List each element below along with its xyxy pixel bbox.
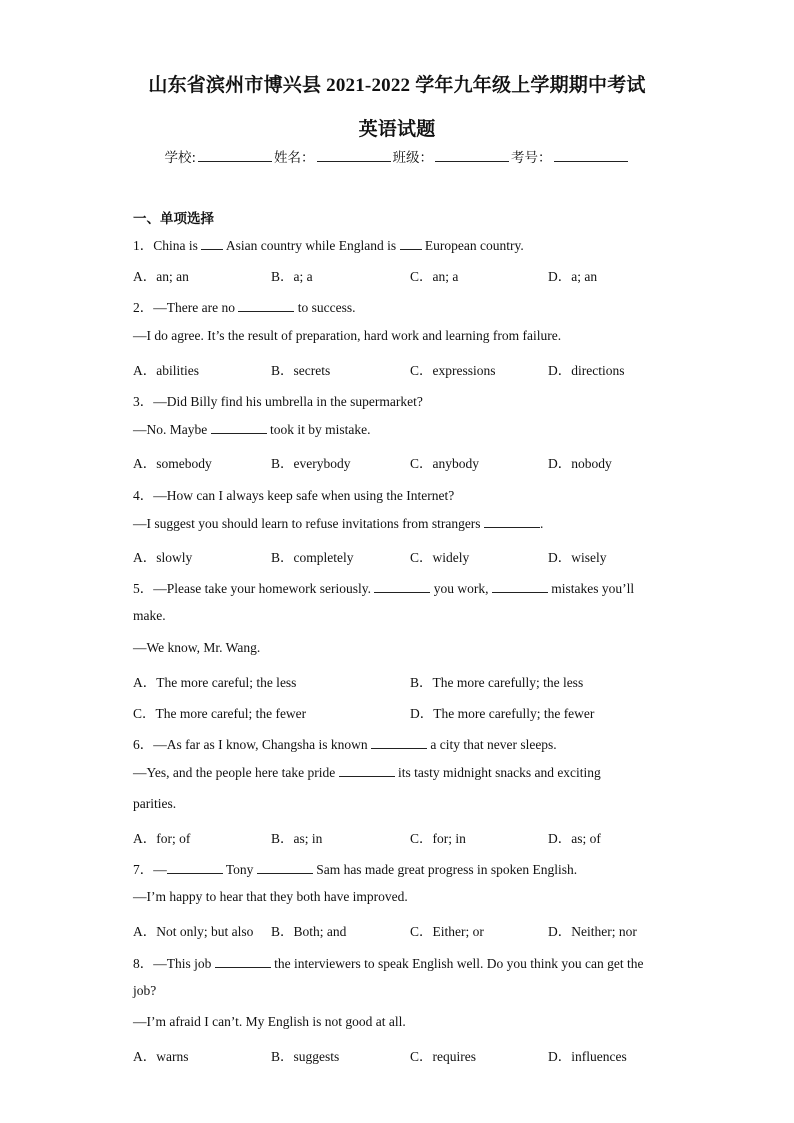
- question-text: —I suggest you should learn to refuse invitations from strangers: [133, 516, 484, 531]
- exam-number-blank: [554, 148, 628, 162]
- question-text: 7．—: [133, 862, 167, 877]
- question-1: [133, 234, 524, 254]
- option-d: D．The more carefully; the fewer: [410, 706, 595, 721]
- question-text: 2．—There are no: [133, 300, 239, 315]
- option-a: A．an; an: [133, 269, 189, 284]
- question-7-response: —I’m happy to hear that they both have improved.: [133, 889, 408, 904]
- class-label: 班级：: [392, 150, 434, 166]
- name-blank: [317, 148, 391, 162]
- question-text: 1．China is: [133, 238, 202, 253]
- answer-blank: [201, 237, 223, 250]
- answer-blank: [257, 861, 313, 874]
- option-d: D．a; an: [548, 269, 598, 284]
- question-8-continued: job?: [133, 983, 157, 998]
- question-text: Sam has made great progress in spoken English.: [312, 862, 578, 877]
- question-7: [133, 858, 577, 878]
- question-5-response: —We know, Mr. Wang.: [133, 640, 261, 655]
- school-blank: [198, 148, 272, 162]
- question-3-response: [133, 421, 371, 438]
- question-3: 3．—Did Billy find his umbrella in the supermarket?: [133, 394, 423, 409]
- answer-blank: [492, 580, 548, 593]
- question-2: [133, 296, 355, 316]
- answer-blank: [211, 421, 267, 434]
- option-d: D．as; of: [548, 831, 601, 846]
- answer-blank: [339, 764, 395, 777]
- question-text: Asian country while England is: [223, 238, 400, 253]
- question-text: —No. Maybe: [133, 422, 211, 437]
- class-blank: [435, 148, 509, 162]
- question-8-response: —I’m afraid I can’t. My English is not good at all.: [133, 1014, 406, 1029]
- answer-blank: [371, 736, 427, 749]
- option-b: B．The more carefully; the less: [410, 675, 584, 690]
- option-c: C．requires: [410, 1049, 476, 1064]
- question-6-continued: parities.: [133, 796, 177, 811]
- option-c: C．an; a: [410, 269, 459, 284]
- question-text: its tasty midnight snacks and exciting: [394, 765, 601, 780]
- option-c: C．anybody: [410, 456, 479, 471]
- option-d: D．Neither; nor: [548, 924, 637, 939]
- option-b: B．a; a: [271, 269, 313, 284]
- question-text: 5．—Please take your homework seriously.: [133, 581, 375, 596]
- option-b: B．everybody: [271, 456, 351, 471]
- option-c: C．expressions: [410, 363, 496, 378]
- school-label: 学校:: [164, 150, 197, 166]
- question-2-response: —I do agree. It’s the result of preparation, hard work and learning from failure.: [133, 328, 562, 343]
- answer-blank: [215, 955, 271, 968]
- question-4-response: [133, 515, 543, 532]
- question-text: 6．—As far as I know, Changsha is known: [133, 737, 371, 752]
- option-b: B．Both; and: [271, 924, 347, 939]
- question-text: to success.: [294, 300, 356, 315]
- option-d: D．wisely: [548, 550, 607, 565]
- option-a: A．abilities: [133, 363, 199, 378]
- question-6-response: [133, 764, 601, 781]
- exam-subtitle: 英语试题: [358, 119, 436, 140]
- name-label: 姓名：: [274, 150, 315, 166]
- question-text: .: [539, 516, 544, 531]
- answer-blank: [238, 299, 294, 312]
- question-6: [133, 733, 557, 753]
- option-c: C．The more careful; the fewer: [133, 706, 307, 721]
- option-a: A．Not only; but also: [133, 924, 254, 939]
- option-a: A．slowly: [133, 550, 193, 565]
- question-text: Tony: [222, 862, 257, 877]
- section-title: 一、单项选择: [133, 211, 214, 227]
- option-d: D．influences: [548, 1049, 627, 1064]
- question-5-continued: make.: [133, 608, 166, 623]
- option-a: A．for; of: [133, 831, 191, 846]
- question-text: mistakes you’ll: [547, 581, 635, 596]
- answer-blank: [167, 861, 223, 874]
- question-text: the interviewers to speak English well. Do you think you can get the: [270, 956, 644, 971]
- option-d: D．nobody: [548, 456, 612, 471]
- question-8: [133, 952, 643, 972]
- option-b: B．as; in: [271, 831, 323, 846]
- question-text: took it by mistake.: [266, 422, 371, 437]
- question-4: 4．—How can I always keep safe when using the Internet?: [133, 488, 455, 503]
- option-c: C．Either; or: [410, 924, 484, 939]
- option-c: C．for; in: [410, 831, 466, 846]
- question-text: —Yes, and the people here take pride: [133, 765, 339, 780]
- option-c: C．widely: [410, 550, 470, 565]
- question-text: you work,: [430, 581, 492, 596]
- option-b: B．secrets: [271, 363, 331, 378]
- question-text: a city that never sleeps.: [426, 737, 557, 752]
- option-d: D．directions: [548, 363, 625, 378]
- answer-blank: [374, 580, 430, 593]
- answer-blank: [400, 237, 422, 250]
- option-b: B．suggests: [271, 1049, 340, 1064]
- question-5: [133, 577, 634, 597]
- question-text: 8．—This job: [133, 956, 215, 971]
- exam-number-label: 考号：: [511, 150, 552, 166]
- student-info-row: [0, 146, 794, 166]
- answer-blank: [484, 515, 540, 528]
- option-a: A．warns: [133, 1049, 189, 1064]
- option-a: A．somebody: [133, 456, 212, 471]
- exam-title: 山东省滨州市博兴县 2021-2022 学年九年级上学期期中考试: [148, 75, 646, 96]
- option-a: A．The more careful; the less: [133, 675, 297, 690]
- option-b: B．completely: [271, 550, 354, 565]
- question-text: European country.: [421, 238, 524, 253]
